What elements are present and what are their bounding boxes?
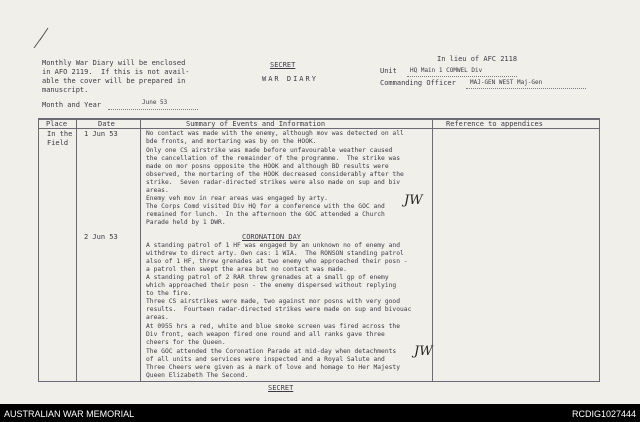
column-header-reference: Reference to appendices (446, 120, 543, 128)
column-header-summary: Summary of Events and Information (186, 120, 326, 128)
archive-name: AUSTRALIAN WAR MEMORIAL (4, 409, 135, 419)
summary-line: Parade held by 1 DWR. (146, 219, 226, 226)
summary-line: to the fire. (146, 290, 192, 297)
summary-line: remained for lunch. In the afternoon the GOC attended a Church (146, 211, 385, 218)
summary-line: also of 1 HF, threw grenades at two enemy who approached their posn - (146, 258, 408, 265)
unit-label: Unit (380, 67, 397, 75)
archive-id: RCDIG1027444 (571, 409, 636, 419)
table-bottom-rule (38, 381, 600, 382)
place-cell: Field (47, 139, 69, 147)
summary-line: No contact was made with the enemy, although mov was detected on all (146, 130, 404, 137)
summary-line: areas. (146, 314, 169, 321)
summary-line: of all units and services were inspected and a Royal Salute and (146, 356, 385, 363)
summary-line: strike. Seven radar-directed strikes were also made on sup and biv (146, 179, 401, 186)
summary-line: withdrew to direct arty. Own cas: 1 WIA. The RONSON standing patrol (146, 250, 404, 257)
column-header-place: Place (46, 120, 68, 128)
summary-line: The Corps Comd visited Div HQ for a conference with the GOC and (146, 203, 385, 210)
summary-line: At 0955 hrs a red, white and blue smoke screen was fired across the (146, 323, 401, 330)
notice-line: Monthly War Diary will be enclosed (42, 59, 186, 67)
summary-line: the cancellation of the remainder of the programme. The strike was (146, 155, 401, 162)
commanding-officer-label: Commanding Officer (380, 79, 456, 87)
summary-line: A standing patrol of 2 RAR threw grenades at a small gp of enemy (146, 274, 389, 281)
summary-line: observed, the mortaring of the HOOK decreased considerably after the (146, 171, 404, 178)
classification-top: SECRET (270, 61, 296, 69)
summary-line: Enemy veh mov in rear areas was engaged by arty. (146, 195, 328, 202)
notice-line: manuscript. (42, 86, 89, 94)
staple-mark-icon (32, 26, 52, 50)
archive-footer (0, 404, 640, 422)
commanding-dots (466, 88, 586, 89)
summary-line: Three Cheers were given as a mark of love and homage to Her Majesty (146, 364, 401, 371)
notice-line: able the cover will be prepared in (42, 77, 186, 85)
form-title: WAR DIARY (262, 75, 318, 83)
unit-value: HQ Main 1 COMWEL Div (410, 67, 483, 74)
summary-line: bde fronts, and mortaring was by on the HOOK. (146, 138, 317, 145)
col-divider (38, 118, 39, 381)
summary-line: The GOC attended the Coronation Parade at mid-day when detachments (146, 348, 397, 355)
col-divider (432, 118, 433, 381)
summary-line: A standing patrol of 1 HF was engaged by an unknown no of enemy and (146, 242, 401, 249)
summary-line: made on mor posns opposite the HOOK and although BD results were (146, 163, 389, 170)
summary-line: Div front, each weapon fired one round and all ranks gave three (146, 331, 385, 338)
summary-line: Three CS airstrikes were made, two against mor posns with very good (146, 298, 401, 305)
entry-heading: CORONATION DAY (242, 233, 302, 241)
entry-date: 2 Jun 53 (84, 233, 118, 241)
handwritten-initial: JW (404, 193, 423, 208)
month-year-value: June 53 (142, 99, 168, 106)
summary-line: cheers for the Queen. (146, 339, 226, 346)
month-year-label: Month and Year (42, 101, 102, 109)
summary-line: which approached their posn - the enemy dispersed without replying (146, 282, 397, 289)
place-cell: In the (47, 130, 73, 138)
month-dots (108, 109, 198, 110)
column-header-date: Date (98, 120, 115, 128)
unit-dots (407, 76, 517, 77)
handwritten-initial: JW (414, 344, 433, 359)
classification-bottom: SECRET (268, 384, 294, 392)
entry-date: 1 Jun 53 (84, 130, 118, 138)
commanding-officer-value: MAJ-GEN WEST Maj-Gen (470, 79, 543, 86)
summary-line: areas. (146, 187, 169, 194)
summary-line: a patrol then swept the area but no contact was made. (146, 266, 347, 273)
col-divider (140, 118, 141, 381)
col-divider (76, 118, 77, 381)
summary-line: Queen Elizabeth The Second. (146, 372, 249, 379)
col-divider (599, 118, 600, 381)
summary-line: Only one CS airstrike was made before unfavourable weather caused (146, 147, 393, 154)
summary-line: results. Fourteen radar-directed strikes were made on sup and bivouac (146, 306, 412, 313)
notice-line: in AFO 2119. If this is not avail- (42, 68, 190, 76)
in-lieu-label: In lieu of AFC 2118 (437, 55, 518, 63)
table-header-rule (38, 128, 600, 129)
